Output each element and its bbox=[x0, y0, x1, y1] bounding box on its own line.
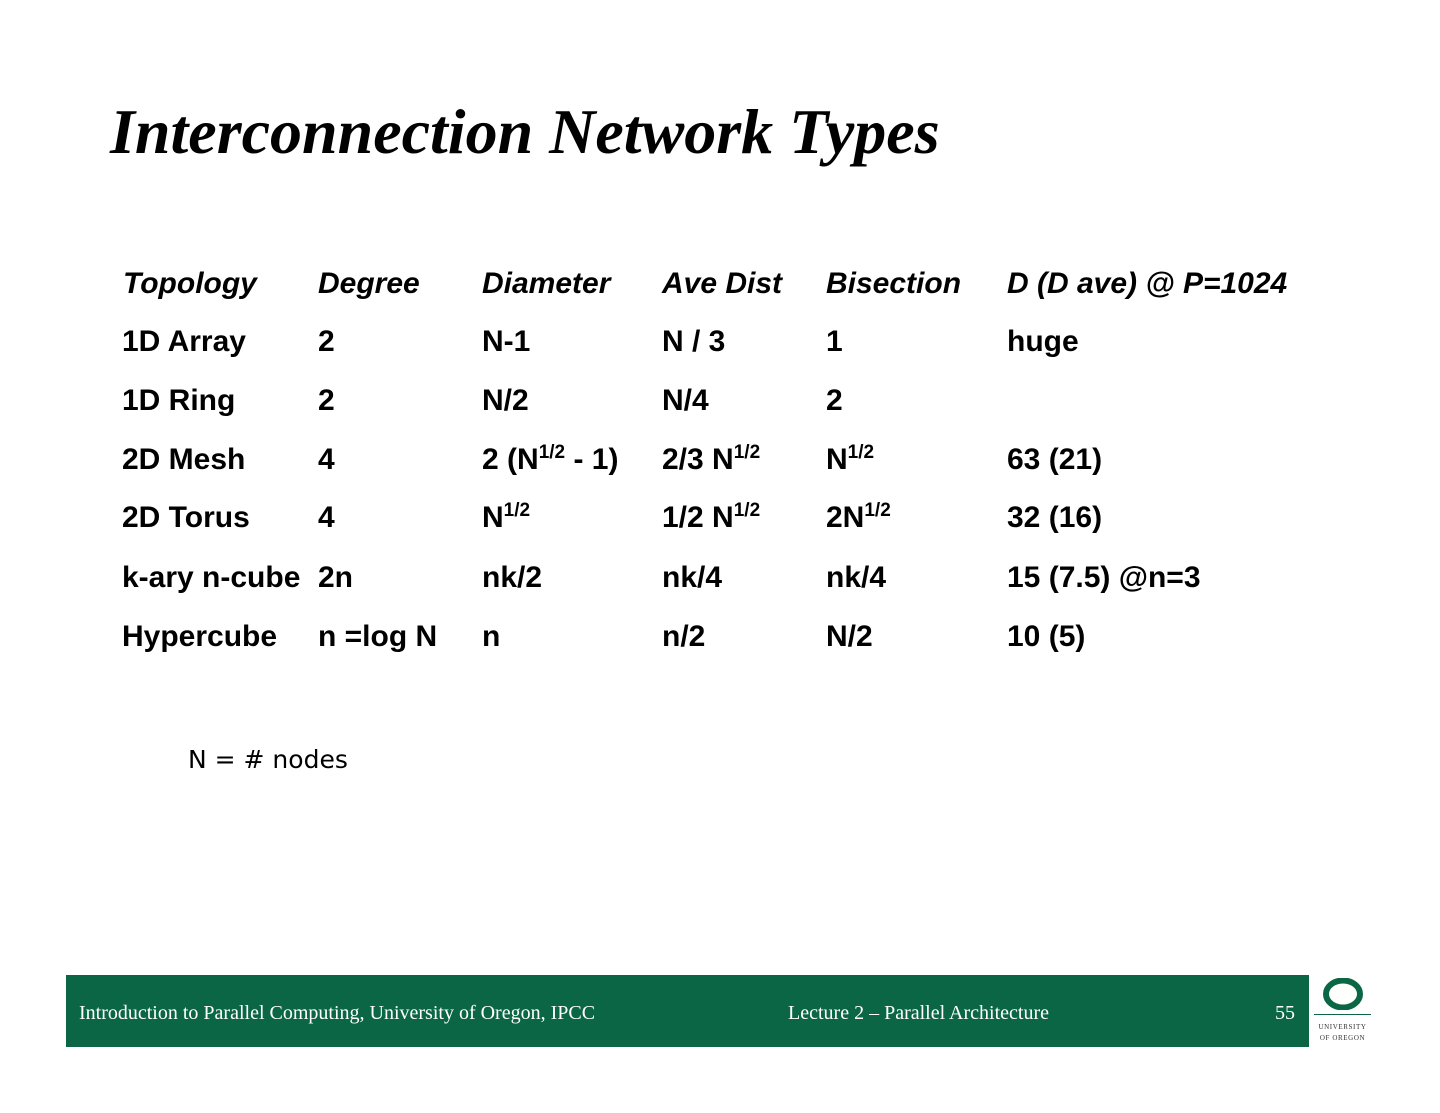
footer-bar bbox=[66, 975, 1309, 1047]
footnote: N = # nodes bbox=[188, 745, 348, 774]
footer-page-number: 55 bbox=[1275, 1002, 1295, 1024]
table-cell-ave-dist: 1/2 $N^{1/2}$ bbox=[662, 500, 761, 534]
table-cell-d-ave: huge bbox=[1007, 325, 1079, 358]
table-cell-ave-dist: N/4 bbox=[662, 384, 709, 417]
table-cell-ave-dist: n/2 bbox=[662, 620, 706, 653]
header-diameter: Diameter bbox=[482, 267, 611, 300]
header-bisection: Bisection bbox=[826, 267, 962, 300]
table-cell-ave-dist: 2/3 $N^{1/2}$ bbox=[662, 442, 761, 476]
table-cell-degree: n =log N bbox=[318, 620, 438, 653]
table-cell-diameter: n bbox=[482, 620, 501, 653]
logo-text-university: UNIVERSITY bbox=[1318, 1023, 1367, 1031]
slide-title: Interconnection Network Types bbox=[110, 96, 940, 167]
table-cell-degree: 4 bbox=[318, 443, 335, 476]
table-cell-diameter: $N^{1/2}$ bbox=[482, 500, 531, 534]
header-d-ave: D (D ave) @ P=1024 bbox=[1007, 267, 1288, 300]
table-cell-diameter: N-1 bbox=[482, 325, 531, 358]
header-topology: Topology bbox=[123, 267, 257, 300]
table-cell-bisection: nk/4 bbox=[826, 561, 887, 594]
table-cell-bisection: 1 bbox=[826, 325, 843, 358]
table-cell-bisection: N/2 bbox=[826, 620, 873, 653]
table-cell-topology: 2D Mesh bbox=[122, 443, 246, 476]
table-cell-diameter: nk/2 bbox=[482, 561, 543, 594]
table-cell-d-ave: 63 (21) bbox=[1007, 443, 1103, 476]
table-cell-topology: k-ary n-cube bbox=[122, 561, 301, 594]
logo-divider bbox=[1314, 1014, 1371, 1015]
table-cell-bisection: $N^{1/2}$ bbox=[826, 442, 875, 476]
table-cell-topology: 1D Ring bbox=[122, 384, 236, 417]
table-cell-bisection: 2 bbox=[826, 384, 843, 417]
oregon-o-icon bbox=[1323, 978, 1363, 1010]
table-cell-topology: 1D Array bbox=[122, 325, 246, 358]
logo-text-of-oregon: OF OREGON bbox=[1319, 1034, 1366, 1042]
header-degree: Degree bbox=[318, 267, 420, 300]
table-cell-degree: 2n bbox=[318, 561, 354, 594]
header-ave-dist: Ave Dist bbox=[662, 267, 783, 300]
footer-course: Introduction to Parallel Computing, University of Oregon, IPCC bbox=[79, 1002, 596, 1024]
table-cell-diameter: 2 $(N^{1/2} - 1)$ bbox=[482, 442, 619, 476]
table-cell-d-ave: 15 (7.5) @n=3 bbox=[1007, 561, 1201, 594]
table-cell-degree: 2 bbox=[318, 384, 335, 417]
table-cell-degree: 2 bbox=[318, 325, 335, 358]
table-cell-d-ave: 32 (16) bbox=[1007, 501, 1103, 534]
table-cell-ave-dist: nk/4 bbox=[662, 561, 723, 594]
table-cell-topology: 2D Torus bbox=[122, 501, 250, 534]
table-cell-topology: Hypercube bbox=[122, 620, 278, 653]
footer-lecture: Lecture 2 – Parallel Architecture bbox=[788, 1002, 1049, 1024]
table-cell-degree: 4 bbox=[318, 501, 335, 534]
table-cell-d-ave: 10 (5) bbox=[1007, 620, 1086, 653]
table-cell-bisection: $2N^{1/2}$ bbox=[826, 500, 891, 534]
university-logo bbox=[1314, 978, 1374, 1048]
table-cell-ave-dist: N / 3 bbox=[662, 325, 726, 358]
table-cell-diameter: N/2 bbox=[482, 384, 529, 417]
